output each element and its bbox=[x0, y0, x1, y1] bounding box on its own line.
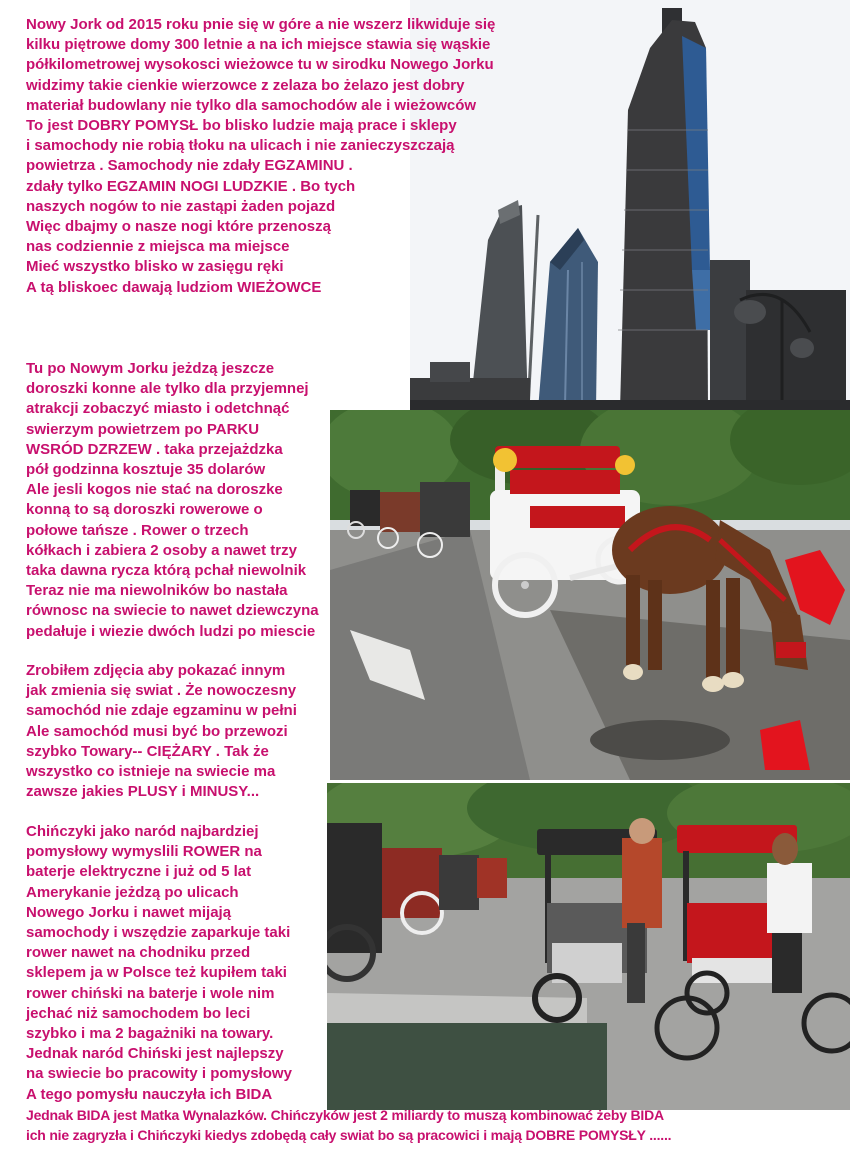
text-line: widzimy takie cienkie wierzowce z zelaza bo żelazo jest dobry bbox=[26, 76, 465, 94]
text-line: zawsze jakies PLUSY i MINUSY... bbox=[26, 783, 260, 801]
text-line: wszystko co istnieje na swiecie ma bbox=[26, 763, 276, 781]
text-line: swierzym powietrzem po PARKU bbox=[26, 420, 260, 438]
text-line: szybko Towary-- CIĘŻARY . Tak że bbox=[26, 742, 269, 760]
text-line: kółkach i zabiera 2 osoby a nawet trzy bbox=[26, 541, 297, 559]
paragraph-closing bbox=[26, 1105, 671, 1145]
text-line: Nowy Jork od 2015 roku pnie się w góre a nie wszerz likwiduje się bbox=[26, 16, 496, 33]
text-line: połowe tańsze . Rower o trzech bbox=[26, 521, 249, 539]
text-line: A tą bliskoec dawają ludziom WIEŻOWCE bbox=[26, 278, 322, 296]
horse-carriages-photo bbox=[330, 410, 850, 780]
text-line: pół godzinna kosztuje 35 dolarów bbox=[26, 461, 266, 479]
text-line: jechać niż samochodem bo leci bbox=[26, 1004, 251, 1022]
text-line: kilku piętrowe domy 300 letnie a na ich miejsce stawia się wąskie bbox=[26, 36, 491, 54]
text-line: Teraz nie ma niewolników bo nastała bbox=[26, 582, 288, 600]
text-line: doroszki konne ale tylko dla przyjemnej bbox=[26, 380, 309, 398]
text-line: na swiecie bo pracowity i pomysłowy bbox=[26, 1065, 292, 1083]
text-line: samochód nie zdaje egzaminu w pełni bbox=[26, 702, 297, 720]
text-line: Chińczyki jako naród najbardziej bbox=[26, 823, 259, 840]
text-line: materiał budowlany nie tylko dla samochodów ale i wieżowców bbox=[26, 96, 477, 114]
text-line: pedałuje i wiezie dwóch ludzi po miescie bbox=[26, 622, 316, 640]
text-line: ich nie zagryzła i Chińczyki kiedys zdobędą cały swiat bo są pracowici i mają DOBRE POMYSŁY ...... bbox=[26, 1127, 672, 1144]
text-line: zdały tylko EGZAMIN NOGI LUDZKIE . Bo tych bbox=[26, 177, 356, 195]
text-line: baterje elektryczne i już od 5 lat bbox=[26, 863, 252, 881]
text-line: To jest DOBRY POMYSŁ bo blisko ludzie mają prace i sklepy bbox=[26, 117, 457, 135]
text-line: Nowego Jorku i nawet mijają bbox=[26, 903, 232, 921]
text-line: Ale jesli kogos nie stać na doroszke bbox=[26, 481, 283, 499]
text-line: szybko i ma 2 bagażniki na towary. bbox=[26, 1025, 274, 1043]
text-line: Mieć wszystko blisko w zasięgu ręki bbox=[26, 258, 284, 276]
text-line: jak zmienia się swiat . Że nowoczesny bbox=[26, 682, 297, 700]
text-line: A tego pomysłu nauczyła ich BIDA bbox=[26, 1085, 273, 1103]
text-line: WSRÓD DZRZEW . taka przejażdzka bbox=[26, 440, 283, 458]
paragraph-photos bbox=[26, 661, 297, 802]
text-line: Jednak BIDA jest Matka Wynalazków. Chińczyków jest 2 miliardy to muszą kombinować żeby BIDA bbox=[26, 1107, 664, 1123]
text-line: i samochody nie robią tłoku na ulicach i nie zanieczyszczają bbox=[26, 137, 455, 155]
text-line: naszych nogów to nie zastąpi żaden pojazd bbox=[26, 197, 336, 215]
text-line: Jednak naród Chiński jest najlepszy bbox=[26, 1045, 284, 1063]
planter-barrier bbox=[327, 1023, 607, 1110]
text-line: pomysłowy wymyslili ROWER na bbox=[26, 843, 262, 861]
rider-woman bbox=[767, 863, 812, 933]
rider-man bbox=[622, 838, 662, 928]
text-line: rower nawet na chodniku przed bbox=[26, 944, 251, 962]
text-line: nas codziennie z miejsca ma miejsce bbox=[26, 238, 290, 256]
text-line: Ale samochód musi być bo przewozi bbox=[26, 722, 288, 740]
text-line: atrakcji zobaczyć miasto i odetchnąć bbox=[26, 400, 290, 418]
text-line: półkilometrowej wysokosci wieżowce tu w sirodku Nowego Jorku bbox=[26, 56, 494, 74]
text-line: samochody i wszędzie zaparkuje taki bbox=[26, 924, 291, 942]
text-line: powietrza . Samochody nie zdały EGZAMINU . bbox=[26, 157, 353, 175]
paragraph-skyscrapers bbox=[26, 15, 495, 298]
text-line: taka dawna rycza którą pchał niewolnik bbox=[26, 562, 307, 580]
text-line: sklepem ja w Polsce też kupiłem taki bbox=[26, 964, 287, 982]
text-line: Zrobiłem zdjęcia aby pokazać innym bbox=[26, 662, 286, 679]
text-line: Więc dbajmy o nasze nogi które przenoszą bbox=[26, 218, 331, 236]
text-line: rower chiński na baterje i wole nim bbox=[26, 984, 275, 1002]
text-line: konną to są doroszki rowerowe o bbox=[26, 501, 263, 519]
text-line: Amerykanie jeżdzą po ulicach bbox=[26, 883, 239, 901]
pedicabs-photo bbox=[327, 783, 850, 1110]
text-line: równosc na swiecie to nawet dziewczyna bbox=[26, 602, 319, 620]
paragraph-chinese-bike bbox=[26, 822, 292, 1105]
paragraph-carriages bbox=[26, 359, 319, 642]
text-line: Tu po Nowym Jorku jeżdzą jeszcze bbox=[26, 360, 275, 377]
